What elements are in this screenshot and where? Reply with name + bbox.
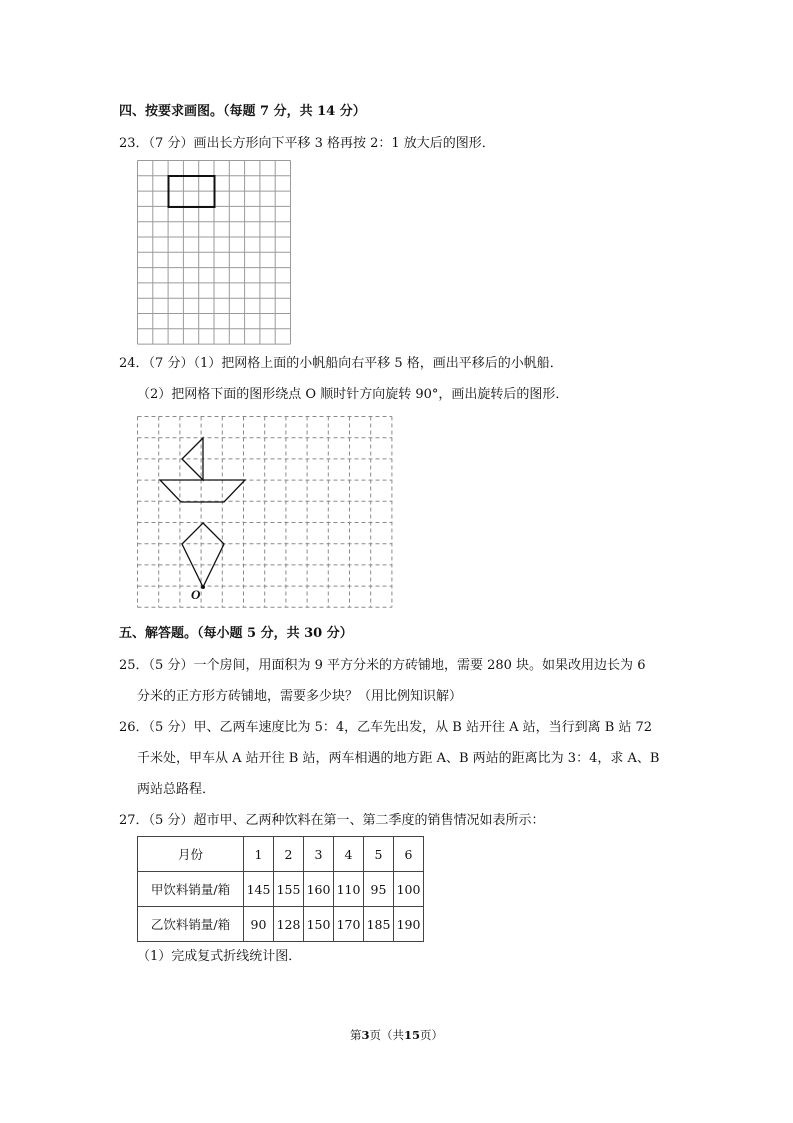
month-cell: 6 [394, 837, 424, 872]
question-27-line1: 27．（5 分）超市甲、乙两种饮料在第一、第二季度的销售情况如表所示： [119, 813, 545, 828]
footer-page-number: 3 [361, 1028, 370, 1042]
question-25-line1: 25．（5 分）一个房间，用面积为 9 平方分米的方砖铺地，需要 280 块。如果改用边长为 6 [119, 658, 646, 673]
footer-total-pages: 15 [404, 1028, 421, 1042]
table-row [138, 837, 424, 872]
q24-grid [137, 416, 397, 611]
table-cell: 155 [274, 872, 304, 907]
question-24-part2: （2）把网格下面的图形绕点 O 顺时针方向旋转 90°，画出旋转后的图形． [137, 387, 569, 402]
table-cell: 100 [394, 872, 424, 907]
table-cell: 160 [304, 872, 334, 907]
section-5-title: 五、解答题。（每小题 5 分，共 30 分） [119, 626, 353, 641]
row-label: 甲饮料销量/箱 [138, 872, 244, 907]
table-cell: 128 [274, 907, 304, 942]
footer-prefix: 第 [349, 1028, 362, 1042]
kite-shape [182, 523, 224, 587]
question-27-sub1: （1）完成复式折线统计图． [137, 949, 302, 964]
question-24-part1: 24．（7 分）（1）把网格上面的小帆船向右平移 5 格，画出平移后的小帆船． [119, 356, 563, 371]
month-cell: 1 [244, 837, 274, 872]
table-cell: 170 [334, 907, 364, 942]
point-o-label: O [191, 587, 201, 602]
section-4-title: 四、按要求画图。（每题 7 分，共 14 分） [119, 104, 366, 119]
question-23-text: 23．（7 分）画出长方形向下平移 3 格再按 2：1 放大后的图形． [119, 136, 495, 151]
point-o-marker [201, 585, 205, 589]
table-cell: 90 [244, 907, 274, 942]
sailboat-hull [160, 480, 245, 502]
table-row [138, 907, 424, 942]
table-cell: 185 [364, 907, 394, 942]
table-cell: 145 [244, 872, 274, 907]
month-cell: 2 [274, 837, 304, 872]
table-cell: 95 [364, 872, 394, 907]
question-25-line2: 分米的正方形方砖铺地，需要多少块？（用比例知识解） [137, 689, 463, 704]
q23-grid [137, 160, 293, 345]
sales-table [137, 836, 424, 942]
header-cell: 月份 [138, 837, 244, 872]
question-26-line1: 26．（5 分）甲、乙两车速度比为 5：4，乙车先出发，从 B 站开往 A 站，当行到离 B 站 72 [119, 720, 653, 735]
table-cell: 190 [394, 907, 424, 942]
table-row [138, 872, 424, 907]
sailboat-sail [182, 438, 203, 480]
question-26-line3: 两站总路程． [137, 782, 216, 797]
page-footer [0, 1027, 793, 1043]
month-cell: 4 [334, 837, 364, 872]
footer-suffix: 页） [420, 1028, 444, 1042]
question-26-line2: 千米处，甲车从 A 站开往 B 站，两车相遇的地方距 A、B 两站的距离比为 3：4，求 A、B [137, 751, 660, 766]
table-cell: 110 [334, 872, 364, 907]
month-cell: 3 [304, 837, 334, 872]
footer-middle: 页（共 [369, 1028, 404, 1042]
row-label: 乙饮料销量/箱 [138, 907, 244, 942]
month-cell: 5 [364, 837, 394, 872]
table-cell: 150 [304, 907, 334, 942]
